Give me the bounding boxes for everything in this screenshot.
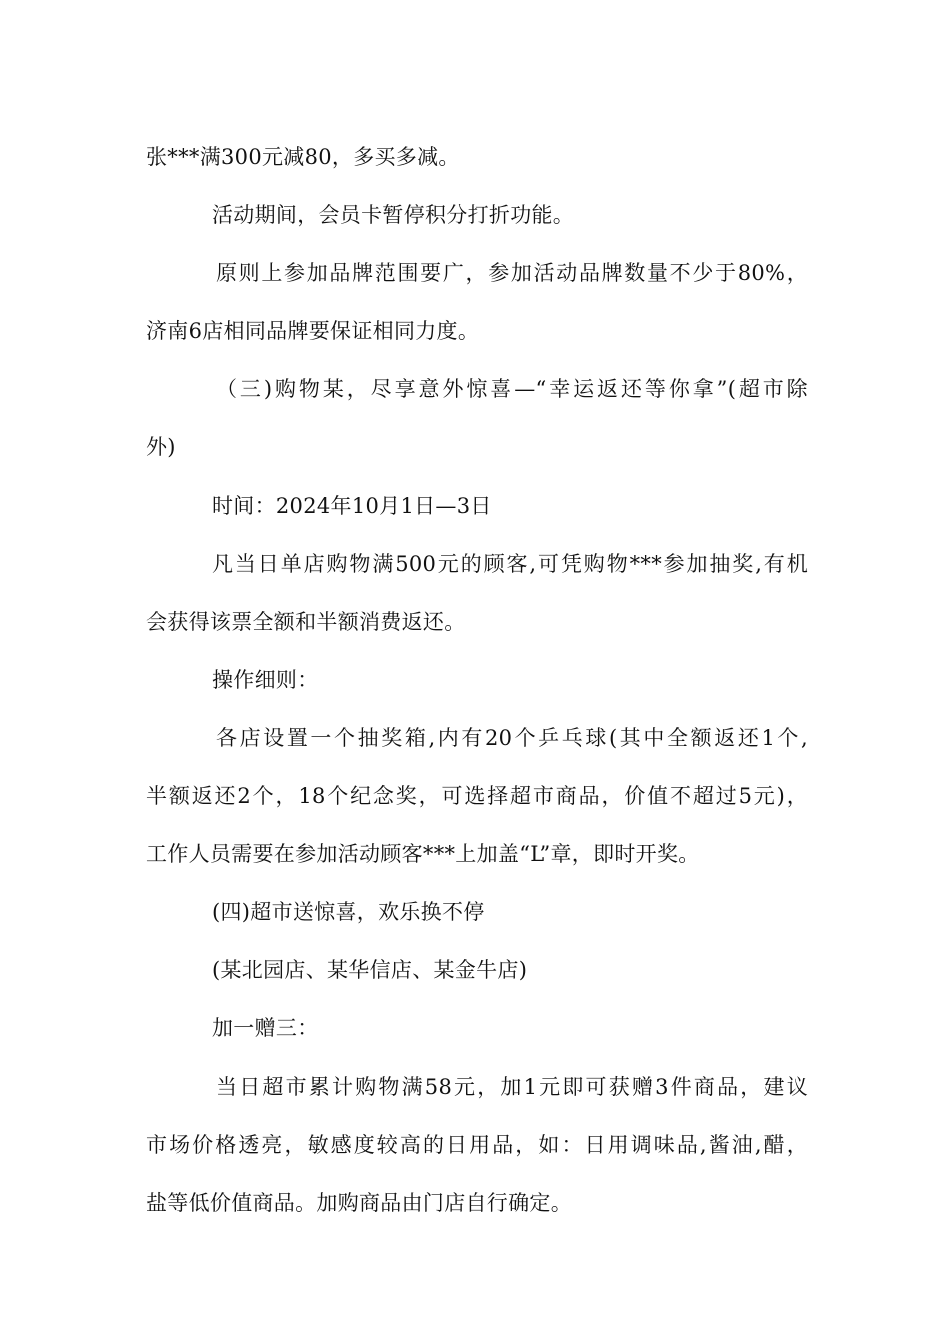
paragraph-line-3: 原则上参加品牌范围要广，参加活动品牌数量不少于80%， bbox=[216, 261, 808, 286]
paragraph-line-6: 外) bbox=[146, 435, 176, 460]
paragraph-line-8: 凡当日单店购物满500元的顾客,可凭购物***参加抽奖,有机 bbox=[212, 551, 808, 576]
paragraph-line-19: 盐等低价值商品。加购商品由门店自行确定。 bbox=[146, 1190, 572, 1215]
paragraph-line-2: 活动期间，会员卡暂停积分打折功能。 bbox=[212, 203, 575, 228]
paragraph-line-4: 济南6店相同品牌要保证相同力度。 bbox=[146, 319, 480, 344]
document-page bbox=[146, 128, 808, 1232]
paragraph-line-9: 会获得该票全额和半额消费返还。 bbox=[146, 609, 466, 634]
paragraph-line-5: （三)购物某，尽享意外惊喜—“幸运返还等你拿”(超市除 bbox=[216, 377, 808, 402]
paragraph-line-16: 加一赠三： bbox=[212, 1016, 319, 1041]
paragraph-line-14: (四)超市送惊喜，欢乐换不停 bbox=[212, 900, 485, 925]
paragraph-line-7: 时间：2024年10月1日—3日 bbox=[212, 493, 492, 518]
paragraph-line-1: 张***满300元减80，多买多减。 bbox=[146, 145, 460, 169]
paragraph-line-10: 操作细则： bbox=[212, 667, 319, 692]
paragraph-line-13: 工作人员需要在参加活动顾客***上加盖“L”章，即时开奖。 bbox=[146, 842, 700, 867]
paragraph-line-12: 半额返还2个，18个纪念奖，可选择超市商品，价值不超过5元)， bbox=[146, 784, 808, 809]
paragraph-line-17: 当日超市累计购物满58元，加1元即可获赠3件商品，建议 bbox=[216, 1074, 808, 1099]
paragraph-line-15: (某北园店、某华信店、某金牛店) bbox=[212, 958, 528, 983]
paragraph-line-11: 各店设置一个抽奖箱,内有20个乒乓球(其中全额返还1个, bbox=[216, 725, 808, 750]
paragraph-line-18: 市场价格透亮，敏感度较高的日用品，如：日用调味品,酱油,醋， bbox=[146, 1132, 808, 1157]
